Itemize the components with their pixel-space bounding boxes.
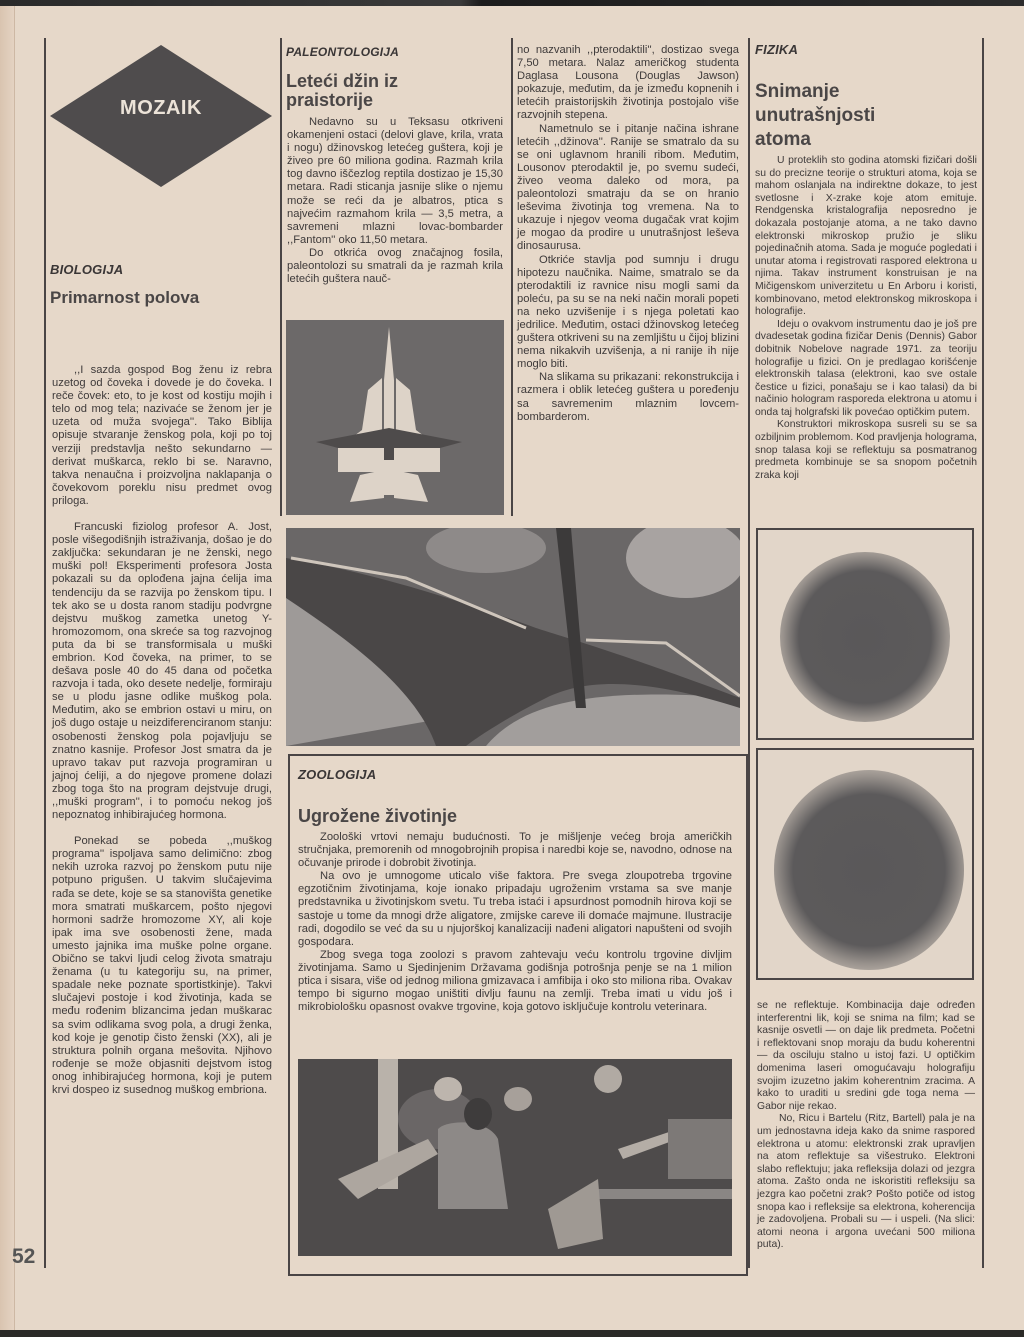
neon-atom-image xyxy=(756,528,974,740)
paleontologija-headline: Leteći džin iz praistorije xyxy=(286,71,399,110)
paleontologija-body-col1 xyxy=(287,116,503,286)
silhouette-comparison-image xyxy=(286,320,504,515)
column-rule-4 xyxy=(748,38,750,1268)
paleontologija-paragraph: Otkriće stavlja pod sumnju i drugu hipotezu naučnika. Naime, smatralo se da pterodaktili iz ravnice nisu mogli sami da poleću, pa su se na neki način morali popeti na neko uzvišenije i s njega poletati kao jedrilice. Međutim, ostaci džinovskog letećeg guštera otkriveni su na zemljištu u čijoj blizini nema nikakvih uzvišenja, a ni ranije ih nije moglo biti. xyxy=(517,253,739,371)
page-bottom-edge xyxy=(0,1330,1024,1337)
fizika-paragraph: U proteklih sto godina atomski fizičari došli su do precizne teorije o strukturi atoma, koja se mahom oslanjala na indirektne dokaze, to jest svetlosne i X-zrake koje atom emituje. Rendgenska kristalografija neposredno je dokazala postojanje atoma, a ne tako davno elektronski mikroskop pružio je sliku pojedinačnih atoma. Sada je moguće pogledati i unutar atoma i registrovati raspored elektrona u njima. Takav instrument konstruisan je na Mičigenskom univerzitetu u En Arboru i koristi, kombinovano, metod elektronskog mikroskopa i holografije. xyxy=(755,155,977,318)
argon-atom-blob xyxy=(774,770,964,970)
paleontologija-rubric: PALEONTOLOGIJA xyxy=(286,45,400,59)
zoologija-paragraph: Zoološki vrtovi nemaju budućnosti. To je mišljenje većeg broja američkih stručnjaka, premorenih od mnogobrojnih propisa i naredbi koje se, navodno, odnose na očuvanje prirode i dobrobit životinja. xyxy=(298,831,732,870)
zoo-scene-image-icon xyxy=(298,1059,732,1256)
column-rule-2 xyxy=(280,38,282,516)
biologija-paragraph: ,,I sazda gospod Bog ženu iz rebra uzetog od čoveka i dovede je do čoveka. I reče čovek: eto, to je kost od kostiju mojih i telo od mog tela; nazivaće se ženom jer je uzeta od muža svojega''. Tako Biblija opisuje stvaranje ženskog pola, koji po toj verziji predstavlja nešto sekundarno — derivat muškarca, reklo bi se. Naravno, takva nenaučna i proizvoljna naklapanja o čovekovom poreklu nisu predmet ovog priloga. xyxy=(52,364,272,507)
zoologija-paragraph: Na ovo je umnogome uticalo više faktora. Pre svega zloupotreba trgovine egzotičnim životinjama, koje ionako pripadaju ugroženim vrstama sa sve manje predstavnika u životinjskom svetu. Tu treba istaći i apsurdnost pomodnih hirova koji se sastoje u tome da mnogi drže aligatore, zmijske careve ili domaće majmune. Ilustracije radi, dogodilo se već da su u njujorškoj kanalizaciji nađeni aligatori napušteni od svojih gospodara. xyxy=(298,870,732,948)
argon-atom-image xyxy=(756,748,974,980)
column-rule-right xyxy=(982,38,984,1268)
fizika-headline: Snimanje unutrašnjosti atoma xyxy=(755,81,876,150)
fizika-rubric: FIZIKA xyxy=(755,42,799,57)
fizika-paragraph: Konstruktori mikroskopa susreli su se sa ozbiljnim problemom. Kod pravljenja holograma, snop talasa koji se reflektuju sa posmatranog predmeta kombinuje se sa snopom početnih zraka koji xyxy=(755,419,977,481)
page-spine-edge xyxy=(0,6,15,1337)
pterodactyl-photo xyxy=(286,528,740,746)
column-rule-left xyxy=(44,38,46,1268)
paleontologija-paragraph: Nametnulo se i pitanje načina ishrane letećih ,,džinova''. Ranije se smatralo da su se oni uglavnom hranili ribom. Međutim, Lousonov pterodaktil je, po svemu sudeći, živeo veoma daleko od mora, pa paleontolozi smatraju da se on hranio leševima životinja tog vremena. Na to ukazuje i njegov veoma dugačak vrat kojim je mogao da prodire u unutrašnjost leševa dinosaurusa. xyxy=(517,122,739,253)
mozaik-badge xyxy=(50,45,272,187)
section-badge-label: MOZAIK xyxy=(120,97,202,119)
pterodactyl-image-icon xyxy=(286,528,740,746)
fizika-body-top xyxy=(755,155,977,482)
fizika-paragraph: Ideju o ovakvom instrumentu dao je još pre dvadesetak godina fizičar Denis (Dennis) Gabor dobitnik Nobelove nagrade 1971. za teoriju holografije u fizici. On je predlagao korišćenje elektronskih talasa (elektroni, kao sve ostale čestice u fizici, ponašaju se i kao talasi) da bi načinio hologram rasporeda elektrona u atomu i onda taj holgrafski lik povećao optičkim putem. xyxy=(755,318,977,418)
zoologija-body xyxy=(298,831,732,1014)
zoologija-paragraph: Zbog svega toga zoolozi s pravom zahtevaju veću kontrolu trgovine divljim životinjama. Samo u Sjedinjenim Državama godišnja potrošnja penje se na 1 milion ptica i sisara, više od jednog miliona gmizavaca i amfibija i oko sto miliona riba. Ovakav tempo bi sigurno mogao uništiti divlju faunu na zemlji. Treba imati u vidu još i mikrobiološku opasnost ovakve trgovine, koja gotovo isključuje kontrolu veterinara. xyxy=(298,948,732,1014)
page-top-edge xyxy=(0,0,1024,6)
zoo-visitors-photo xyxy=(298,1059,732,1256)
fizika-paragraph: No, Ricu i Bartelu (Ritz, Bartell) pala je na um jednostavna ideja kako da snime raspored elektrona u atomu: elektronski zrak upravljen na atom reflektuje sa višestruko. Elektroni slabo reflektuju; jaka refleksija dolazi od jezgra atoma. Zašto onda ne iskoristiti refleksiju sa jezgra kao početni zrak? Pošto potiče od istog snopa kao i refleksije sa elektrona, koherencija je zadovoljena. Probali su — i uspeli. (Na slici: atomi neona i argona uvećani 500 miliona puta). xyxy=(757,1113,975,1251)
biologija-rubric: BIOLOGIJA xyxy=(50,262,124,277)
pterosaur-jet-silhouette-icon xyxy=(286,320,504,515)
paleontologija-paragraph: Do otkrića ovog značajnog fosila, paleontolozi su smatrali da je razmah krila letećih guštera nauč- xyxy=(287,246,503,286)
page-number: 52 xyxy=(12,1245,36,1268)
paleontologija-paragraph: no nazvanih ,,pterodaktili'', dostizao svega 7,50 metara. Nalaz američkog studenta Daglasa Lousona (Douglas Jawson) pokazuje, međutim, da je između kopnenih i letećih praistorijskih životinja postojalo više razvojnih stepena. xyxy=(517,44,739,122)
biologija-paragraph: Francuski fiziolog profesor A. Jost, posle višegodišnjih istraživanja, došao je do zaključka: sekundaran je ne ženski, nego muški pol! Eksperimenti profesora Josta pokazali su da oplođena jajna ćelija ima tendenciju da se razvija po ženskom tipu. I tek ako se u dosta ranom stadiju podvrgne dejstvu muškog zametka unetog Y- hromozomom, ona skreće sa tog razvojnog puta da bi se transformisala u muški embrion. Kod čoveka, na primer, to se dešava posle 40 do 45 dana od početka razvoja i tada, oko desete nedelje, formiraju se u plodu jasne odlike muškog pola. Međutim, ako se embrion ostavi u miru, on još dugo ostaje u neizdiferenciranom stanju: osobenosti ženskog pola pojavljuju se znatno kasnije. Profesor Jost smatra da je upravo takav put razvoja programiran u jajnoj ćeliji, a do njegove promene dolazi zbog toga što na program dejstvuje drugi, ,,muški program'', i to pomoću nekog još nepoznatog inhibirajućeg hormona. xyxy=(52,521,272,822)
biologija-paragraph: Ponekad se pobeda ,,muškog programa'' ispoljava samo delimično: zbog nekih uzroka razvoj po ženskom putu nije potpuno prigušen. U takvim slučajevima rađa se dete, koje se sa stanovišta genetike mora smatrati muškarcem, pošto njegovi hormoni sadrže hromozome XY, ali koje ipak ima sve osobenosti žene, mada umesto jajnika ima muške polne organe. Obično se takvi ljudi celog života smatraju ženama (u tu kategoriju su, na primer, spadale neke poznate sportistkinje). Takvi slučajevi postoje i kod životinja, kada se među rođenim blizancima jedan muškarac sa svim odlikama svog pola, a drugi ženka, kod koje je genotip čisto ženski (XX), ali je struktura polnih organa mešovita. Njihovo rođenje se može objasniti dejstvom istog onog inhibirajućeg hormona, koji je putem krvi dospeo iz susednog muškog embriona. xyxy=(52,835,272,1096)
zoologija-rubric: ZOOLOGIJA xyxy=(298,767,377,782)
neon-atom-blob xyxy=(780,552,950,722)
zoologija-headline: Ugrožene životinje xyxy=(298,806,458,826)
paleontologija-body-col2 xyxy=(517,44,739,424)
fizika-body-bottom xyxy=(757,1000,975,1252)
paleontologija-paragraph: Nedavno su u Teksasu otkriveni okamenjeni ostaci (delovi glave, krila, vrata i nogu) džinovskog letećeg guštera, koji je živeo pre 60 miliona godina. Razmah krila tog davno iščezlog reptila dostizao je 15,30 metara. Radi sticanja jasnije slike o njemu može se reći da je albatros, ptica s najvećim razmahom krila — 3,5 metra, a savremeni mlazni lovac-bombarder ,,Fantom'' oko 11,50 metara. xyxy=(287,116,503,246)
column-rule-3 xyxy=(511,38,513,516)
biologija-body xyxy=(52,364,272,1097)
paleontologija-paragraph: Na slikama su prikazani: rekonstrukcija i razmera i oblik letećeg guštera u poređenju sa savremenim mlaznim lovcem-bombarderom. xyxy=(517,371,739,423)
biologija-headline: Primarnost polova xyxy=(50,288,200,307)
fizika-paragraph: se ne reflektuje. Kombinacija daje određen interferentni lik, koji se snima na film; kad se kasnije osvetli — on daje lik predmeta. Početni i reflektovani snop moraju da budu koherentni — da osciluju stalno u istoj fazi. U optičkim domenima laseri omogućavaju holografiju svojim izuzetno jakim koherentnim zracima. A kako to uraditi u sredini gde toga nema — Gabor nije rekao. xyxy=(757,1000,975,1112)
